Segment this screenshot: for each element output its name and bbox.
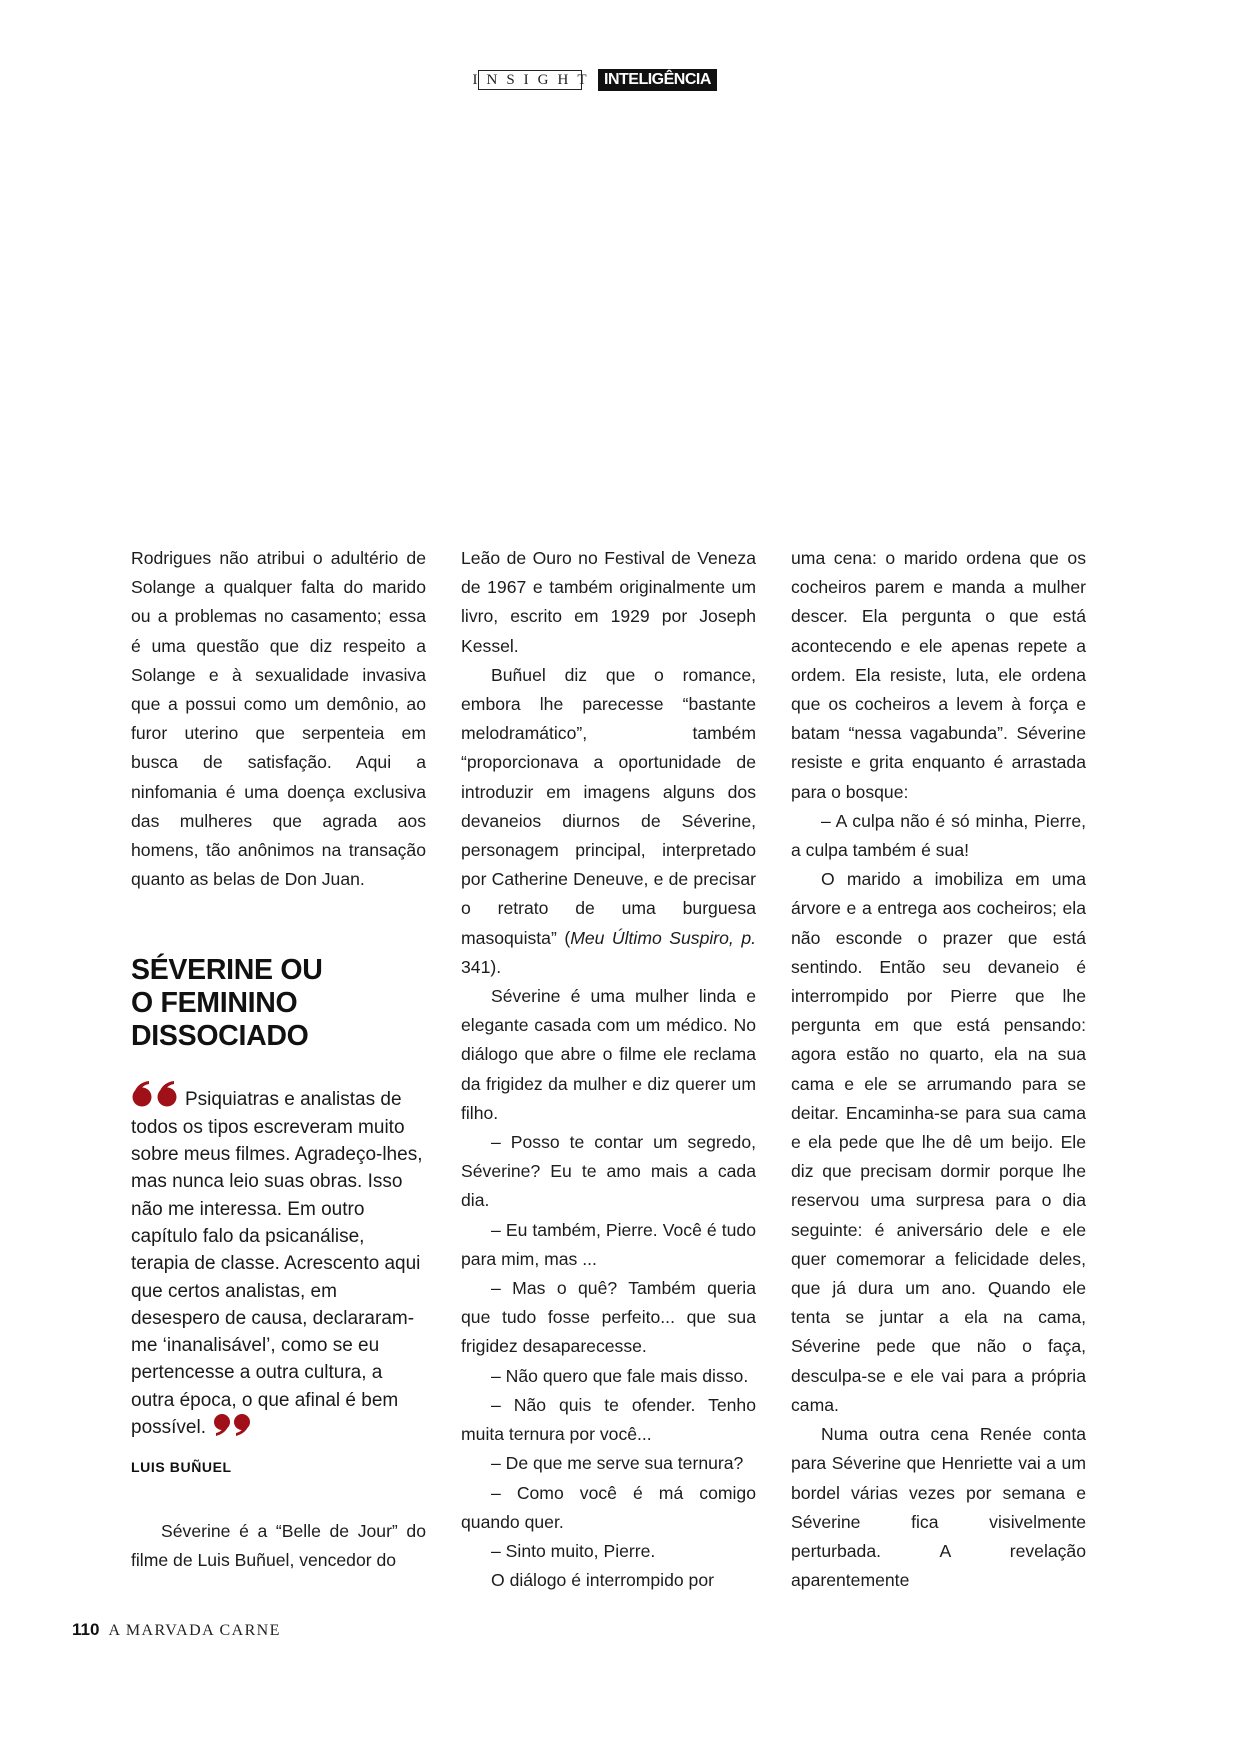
insight-tag: INSIGHT — [478, 70, 582, 90]
dialogue-line: – Eu também, Pierre. Você é tudo para mim, mas ... — [461, 1219, 756, 1269]
paragraph: O diálogo é interrompido por — [491, 1570, 714, 1591]
section-tag: INTELIGÊNCIA — [598, 69, 717, 91]
magazine-title: A MARVADA CARNE — [108, 1622, 281, 1639]
book-citation: Meu Último Suspiro, p. — [570, 927, 756, 948]
close-quote-icon — [212, 1414, 252, 1436]
section-title-line: O FEMININO — [131, 987, 298, 1020]
section-title-line: SÉVERINE OU — [131, 954, 323, 987]
pull-quote — [131, 1081, 426, 1441]
section-title — [131, 954, 426, 1053]
paragraph: uma cena: o marido ordena que os cocheiros parem e manda a mulher descer. Ela pergunta o que está acontecendo e ele apenas repete a ordem. Ela resiste, luta, ele ordena que os cocheiros a levem à força e batam “nessa vagabunda”. Séverine resiste e grita enquanto é arrastada para o bosque: — [791, 548, 1086, 802]
paragraph-text: Buñuel diz que o romance, embora lhe parecesse “bastante melodramático”, também “proporcionava a oportunidade de introduzir em imagens alguns dos devaneios diurnos de Séverine, personagem principal, interpretado por Catherine Deneuve, e de precisar o retrato de uma burguesa masoquista” ( — [461, 664, 756, 948]
dialogue-line: – Não quero que fale mais disso. — [491, 1365, 749, 1386]
paragraph: Numa outra cena Renée conta para Séverine que Henriette vai a um bordel várias vezes por semana e Séverine fica visivelmente perturbada. A revelação aparentemente — [791, 1424, 1086, 1591]
dialogue-line: – Mas o quê? Também queria que tudo fosse perfeito... que sua frigidez desaparecesse. — [461, 1278, 756, 1357]
page-footer — [72, 1620, 281, 1640]
dialogue-line: – Posso te contar um segredo, Séverine? Eu te amo mais a cada dia. — [461, 1132, 756, 1211]
paragraph: Séverine é uma mulher linda e elegante casada com um médico. No diálogo que abre o filme ele reclama da frigidez da mulher e diz querer um filho. — [461, 986, 756, 1123]
quote-author: LUIS BUÑUEL — [131, 1459, 232, 1476]
dialogue-line: – Sinto muito, Pierre. — [491, 1540, 656, 1561]
open-quote-icon — [131, 1081, 181, 1107]
paragraph: O marido a imobiliza em uma árvore e a entrega aos cocheiros; ela não esconde o prazer que está sentindo. Então seu devaneio é interrompido por Pierre que lhe pergunta em que está pensando: agora estão no quarto, ela na sua cama e ele se arrumando para se deitar. Encaminha-se para sua cama e ela pede que lhe dê um beijo. Ele diz que precisam dormir porque lhe reservou uma surpresa para o dia seguinte: é aniversário dele e ele quer comemorar a felicidade deles, que já dura um ano. Quando ele tenta se juntar a ela na cama, Séverine pede que não o faça, desculpa-se e ele vai para a própria cama. — [791, 869, 1086, 1415]
paragraph: Leão de Ouro no Festival de Veneza de 1967 e também originalmente um livro, escrito em 1929 por Joseph Kessel. — [461, 548, 756, 656]
paragraph — [461, 661, 756, 982]
paragraph: Séverine é a “Belle de Jour” do filme de Luis Buñuel, vencedor do — [131, 1520, 426, 1570]
dialogue-line: – Como você é má comigo quando quer. — [461, 1482, 756, 1532]
dialogue-line: – A culpa não é só minha, Pierre, a culpa também é sua! — [791, 810, 1086, 861]
quote-text: Psiquiatras e analistas de todos os tipos escreveram muito sobre meus filmes. Agradeço-lhes, mas nunca leio suas obras. Isso não me interessa. Em outro capítulo falo da psicanálise, terapia de classe. Acrescento aqui que certos analistas, em desespero de causa, declararam-me ‘inanalisável’, como se eu pertencesse a outra cultura, a outra época, o que afinal é bem possível. — [131, 1089, 423, 1438]
section-title-line: DISSOCIADO — [131, 1020, 309, 1053]
column-3 — [791, 544, 1086, 1595]
dialogue-line: – De que me serve sua ternura? — [491, 1453, 744, 1474]
column-1 — [131, 544, 426, 1575]
page-number: 110 — [72, 1620, 100, 1639]
paragraph-text: 341). — [461, 956, 502, 977]
dialogue-line: – Não quis te ofender. Tenho muita ternura por você... — [461, 1394, 756, 1445]
paragraph: Rodrigues não atribui o adultério de Solange a qualquer falta do marido ou a problemas no casamento; essa é uma questão que diz respeito a Solange e à sexualidade invasiva que a possui como um demônio, ao furor uterino que serpenteia em busca de satisfação. Aqui a ninfomania é uma doença exclusiva das mulheres que agrada aos homens, tão anônimos na transação quanto as belas de Don Juan. — [131, 548, 426, 890]
section-header — [472, 68, 717, 92]
column-2 — [461, 544, 756, 1595]
